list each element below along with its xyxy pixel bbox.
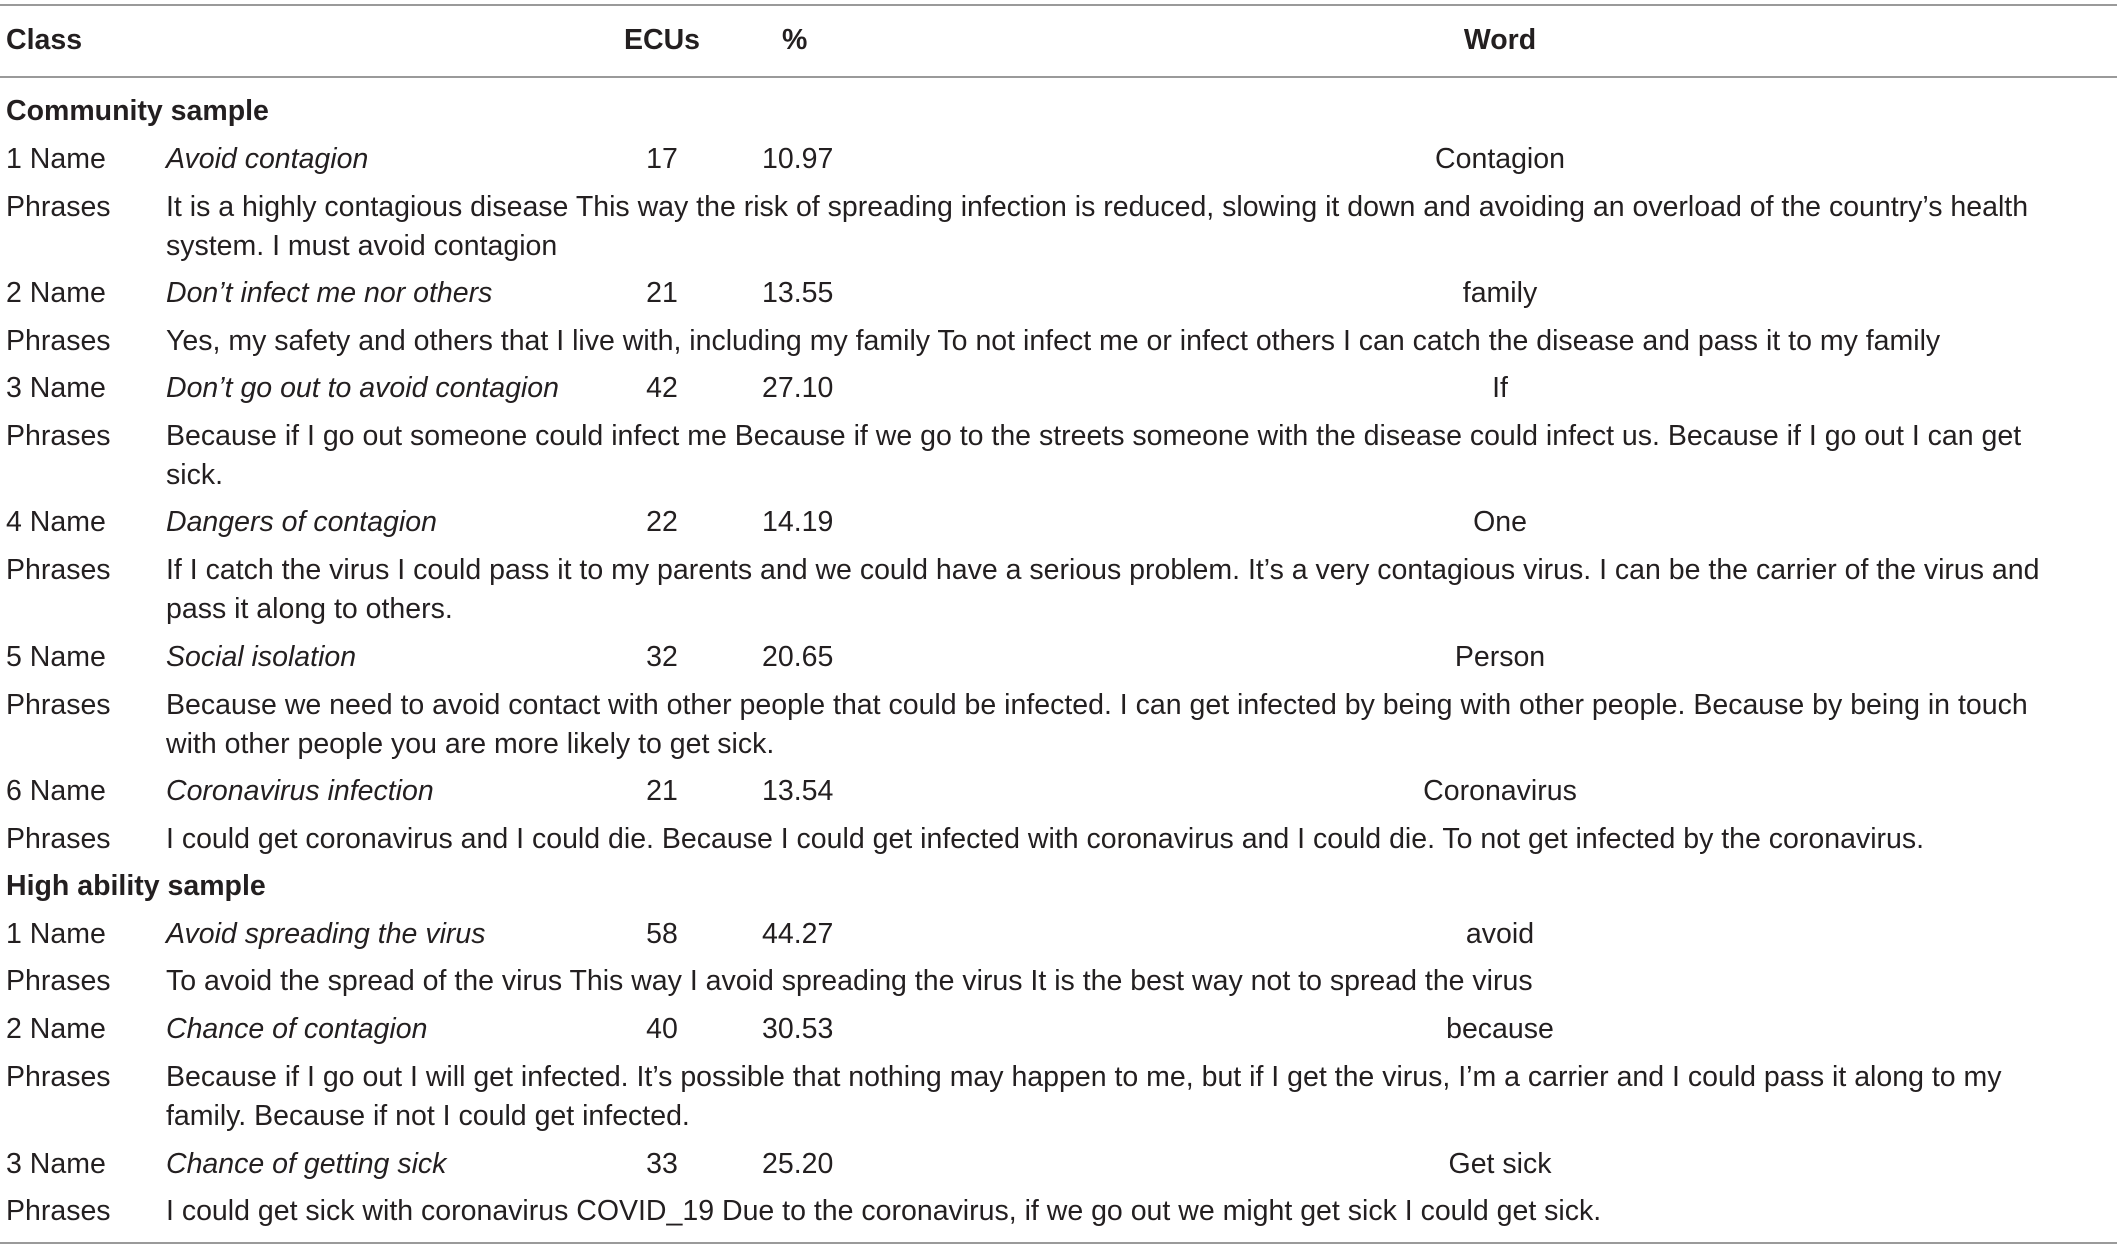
class-percent: 14.19	[762, 506, 834, 538]
class-phrases: Because if I go out someone could infect me Because if we go to the streets someone with the disease could infect us. Because if I go out I can get sick.	[166, 420, 2022, 491]
class-phrases: I could get coronavirus and I could die. Because I could get infected with coronavirus and I could die. To not get infected by the coronavirus.	[166, 823, 1925, 855]
class-label: 3 Name	[6, 1148, 106, 1180]
class-name: Chance of getting sick	[166, 1148, 447, 1180]
class-ecus: 17	[646, 143, 678, 175]
phrases-label: Phrases	[6, 689, 111, 721]
class-percent: 13.54	[762, 775, 834, 807]
phrases-label: Phrases	[6, 325, 111, 357]
header-word: Word	[1463, 24, 1537, 56]
class-name: Avoid contagion	[166, 143, 369, 175]
class-percent: 30.53	[762, 1013, 834, 1045]
class-label: 5 Name	[6, 641, 106, 673]
class-word: Coronavirus	[1423, 775, 1577, 807]
class-name: Social isolation	[166, 641, 357, 673]
class-percent: 10.97	[762, 143, 834, 175]
class-name: Don’t go out to avoid contagion	[166, 372, 559, 404]
class-ecus: 21	[646, 775, 678, 807]
header-ecus: ECUs	[623, 24, 701, 56]
class-name: Dangers of contagion	[166, 506, 437, 538]
bottom-rule	[0, 1242, 2117, 1244]
class-word: Contagion	[1435, 143, 1565, 175]
section-title: Community sample	[6, 95, 269, 127]
class-ecus: 58	[646, 918, 678, 950]
class-ecus: 22	[646, 506, 678, 538]
class-ecus: 21	[646, 277, 678, 309]
class-phrases: I could get sick with coronavirus COVID_19 Due to the coronavirus, if we go out we might get sick I could get sick.	[166, 1195, 1602, 1227]
class-percent: 27.10	[762, 372, 834, 404]
class-percent: 44.27	[762, 918, 834, 950]
class-label: 2 Name	[6, 1013, 106, 1045]
phrases-label: Phrases	[6, 191, 111, 223]
class-word: One	[1473, 506, 1527, 538]
class-percent: 13.55	[762, 277, 834, 309]
class-word: family	[1462, 277, 1538, 309]
class-word: because	[1446, 1013, 1554, 1045]
class-ecus: 40	[646, 1013, 678, 1045]
header-rule	[0, 76, 2117, 78]
class-label: 6 Name	[6, 775, 106, 807]
class-phrases: Yes, my safety and others that I live with, including my family To not infect me or infect others I can catch the disease and pass it to my family	[166, 325, 1941, 357]
class-label: 1 Name	[6, 918, 106, 950]
header-percent: %	[782, 24, 808, 56]
class-name: Coronavirus infection	[166, 775, 434, 807]
phrases-label: Phrases	[6, 1061, 111, 1093]
phrases-label: Phrases	[6, 1195, 111, 1227]
class-label: 4 Name	[6, 506, 106, 538]
class-name: Avoid spreading the virus	[166, 918, 486, 950]
class-name: Don’t infect me nor others	[166, 277, 493, 309]
class-label: 2 Name	[6, 277, 106, 309]
class-label: 1 Name	[6, 143, 106, 175]
class-phrases: It is a highly contagious disease This way the risk of spreading infection is reduced, slowing it down and avoiding an overload of the country’s health system. I must avoid contagion	[166, 191, 2029, 262]
phrases-label: Phrases	[6, 554, 111, 586]
class-word: Person	[1454, 641, 1546, 673]
phrases-label: Phrases	[6, 823, 111, 855]
phrases-label: Phrases	[6, 420, 111, 452]
class-percent: 25.20	[762, 1148, 834, 1180]
phrases-label: Phrases	[6, 965, 111, 997]
class-phrases: To avoid the spread of the virus This way I avoid spreading the virus It is the best way not to spread the virus	[166, 965, 1533, 997]
section-title: High ability sample	[6, 870, 266, 902]
class-ecus: 33	[646, 1148, 678, 1180]
header-class: Class	[6, 24, 83, 56]
class-ecus: 42	[646, 372, 678, 404]
class-phrases: Because we need to avoid contact with other people that could be infected. I can get infected by being with other people. Because by being in touch with other people you are more likely to get sick.	[166, 689, 2028, 760]
class-word: If	[1492, 372, 1508, 404]
class-percent: 20.65	[762, 641, 834, 673]
class-ecus: 32	[646, 641, 678, 673]
class-word: avoid	[1465, 918, 1535, 950]
top-rule	[0, 4, 2117, 6]
class-phrases: Because if I go out I will get infected. It’s possible that nothing may happen to me, but if I get the virus, I’m a carrier and I could pass it along to my family. Because if not I could get infected.	[166, 1061, 2002, 1132]
class-phrases: If I catch the virus I could pass it to my parents and we could have a serious problem. It’s a very contagious virus. I can be the carrier of the virus and pass it along to others.	[166, 554, 2040, 625]
class-label: 3 Name	[6, 372, 106, 404]
class-name: Chance of contagion	[166, 1013, 428, 1045]
class-word: Get sick	[1448, 1148, 1552, 1180]
